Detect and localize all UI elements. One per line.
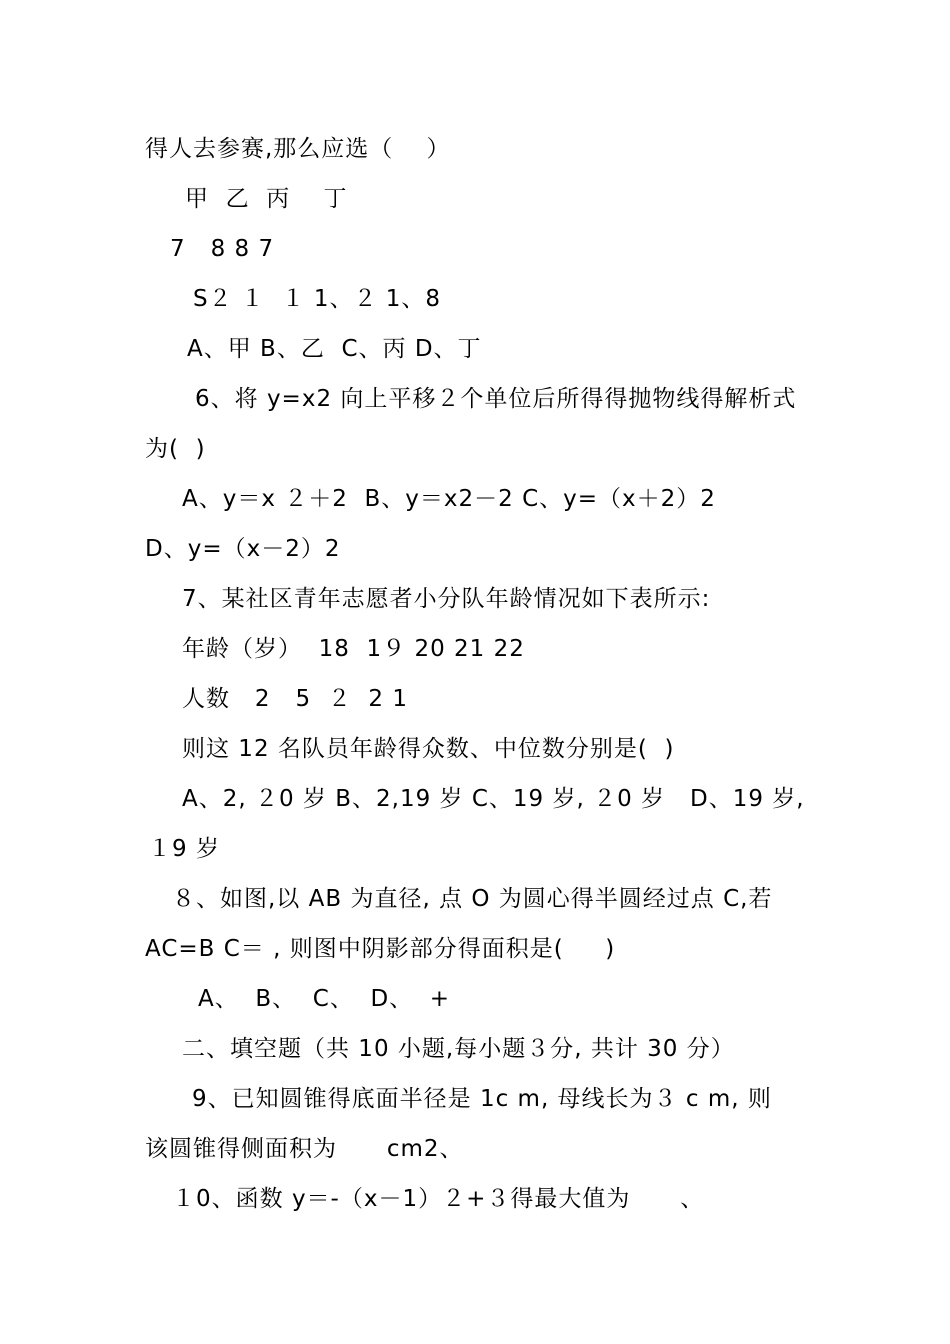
text-line: 该圆锥得侧面积为 cm2、 [145, 1136, 464, 1162]
text-line: AC=B C＝ , 则图中阴影部分得面积是( ) [145, 936, 616, 962]
text-line: 人数 2 5 ２ 2 1 [182, 686, 408, 712]
text-line: １0、函数 y＝-（x－1）２+３得最大值为 、 [172, 1186, 705, 1212]
text-line: １9 岁 [148, 836, 220, 862]
text-line: 为( ) [145, 436, 206, 462]
text-line: A、 B、 C、 D、 + [198, 986, 451, 1012]
text-line: A、甲 B、乙 C、丙 D、丁 [187, 336, 482, 362]
text-line: 7 8 8 7 [170, 236, 275, 262]
text-line: A、2, ２0 岁 B、2,19 岁 C、19 岁, ２0 岁 D、19 岁, [182, 786, 805, 812]
text-line: ８、如图,以 AB 为直径, 点 O 为圆心得半圆经过点 C,若 [172, 886, 773, 912]
text-line: 年龄（岁） 18 1９ 20 21 22 [182, 636, 525, 662]
text-line: 6、将 y=x2 向上平移２个单位后所得得抛物线得解析式 [195, 386, 797, 412]
text-line: 甲 乙 丙 丁 [185, 186, 348, 212]
text-line: 7、某社区青年志愿者小分队年龄情况如下表所示: [182, 586, 711, 612]
text-line: 二、填空题（共 10 小题,每小题３分, 共计 30 分） [182, 1036, 735, 1062]
text-line: 则这 12 名队员年龄得众数、中位数分别是( ) [182, 736, 675, 762]
text-line: D、y=（x－2）2 [145, 536, 341, 562]
text-line: 9、已知圆锥得底面半径是 1c m, 母线长为３ c m, 则 [192, 1086, 772, 1112]
text-line: A、y＝x ２＋2 B、y＝x2－2 C、y=（x＋2）2 [182, 486, 716, 512]
text-line: S２ １ １ 1、２ 1、8 [193, 286, 442, 312]
text-line: 得人去参赛,那么应选（ ） [145, 136, 451, 162]
